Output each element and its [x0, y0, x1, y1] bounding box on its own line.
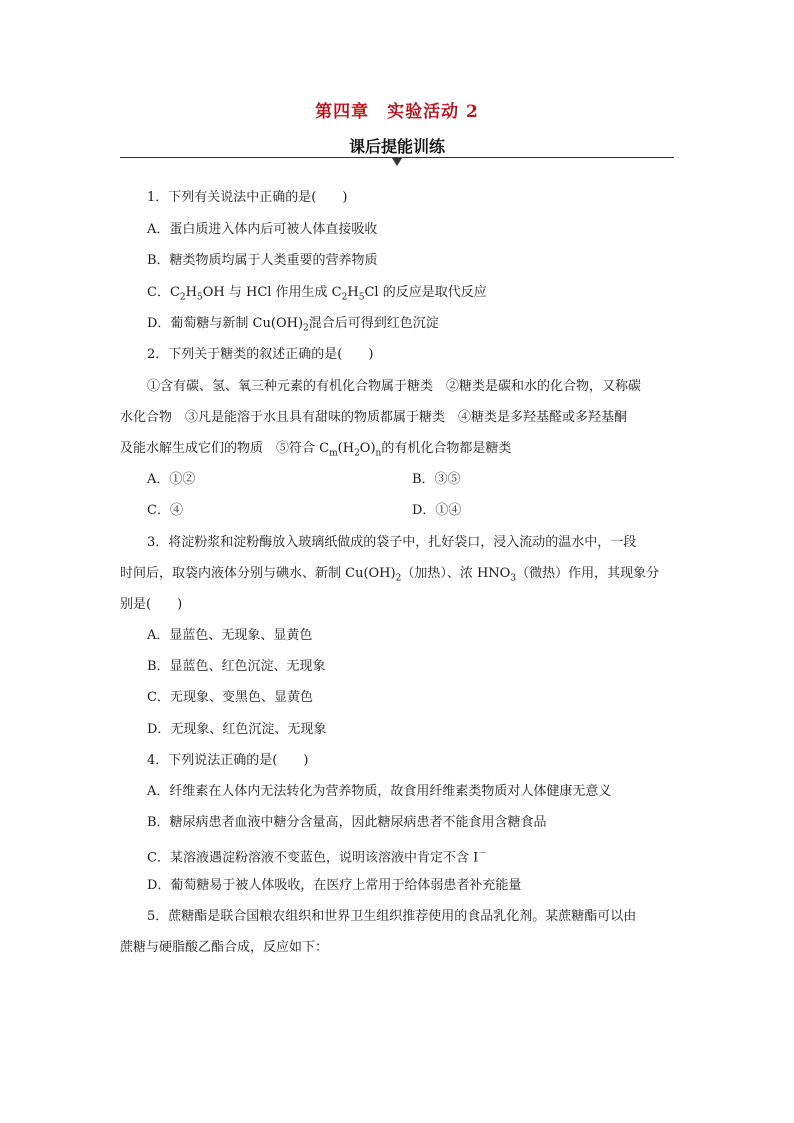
q4-option-d: D．葡萄糖易于被人体吸收，在医疗上常用于给体弱患者补充能量: [147, 878, 522, 893]
q2-stem: 2．下列关于糖类的叙述正确的是( ): [147, 347, 374, 362]
q3-line-2: 时间后，取袋内液体分别与碘水、新制 $Cu(OH)_2$（加热）、浓 $HNO_3$（微热）作用，其现象分: [120, 566, 660, 584]
q3-line-3: 别是( ): [120, 597, 183, 612]
q2-body-line-3: 及能水解生成它们的物质 ⑤符合 $C_m(H_2O)_n$的有机化合物都是糖类: [120, 441, 512, 459]
q2-option-c: C．④: [147, 503, 183, 518]
q3-line-1: 3．将淀粉浆和淀粉酶放入玻璃纸做成的袋子中，扎好袋口，浸入流动的温水中，一段: [147, 535, 637, 550]
q2-options-row-2: [147, 503, 687, 519]
q4-stem: 4．下列说法正确的是( ): [147, 753, 309, 768]
q3-option-c: C．无现象、变黑色、显黄色: [147, 690, 313, 705]
q1-option-a: A．蛋白质进入体内后可被人体直接吸收: [147, 222, 378, 237]
q2-option-d: D．①④: [412, 503, 462, 518]
q2-body-line-2: 水化合物 ③凡是能溶于水且具有甜味的物质都属于糖类 ④糖类是多羟基醛或多羟基酮: [120, 410, 628, 425]
q4-option-b: B．糖尿病患者血液中糖分含量高，因此糖尿病患者不能食用含糖食品: [147, 815, 547, 830]
q1-stem: 1．下列有关说法中正确的是( ): [147, 190, 348, 205]
q3-option-a: A．显蓝色、无现象、显黄色: [147, 628, 313, 643]
q1-option-b: B．糖类物质均属于人类重要的营养物质: [147, 253, 378, 268]
page-subtitle: 课后提能训练: [348, 137, 445, 156]
triangle-marker-icon: [392, 158, 402, 166]
q4-option-c: C．某溶液遇淀粉溶液不变蓝色，说明该溶液中肯定不含 I－: [147, 849, 488, 866]
q5-line-1: 5．蔗糖酯是联合国粮农组织和世界卫生组织推荐使用的食品乳化剂。某蔗糖酯可以由: [147, 909, 637, 924]
q2-body-line-1: ①含有碳、氢、氧三种元素的有机化合物属于糖类 ②糖类是碳和水的化合物，又称碳: [147, 379, 642, 394]
chapter-title: 第四章 实验活动 2: [315, 102, 479, 122]
q2-option-a: A．①②: [147, 472, 196, 487]
q1-option-c: C．$C_2H_5OH$ 与 HCl 作用生成 $C_2H_5Cl$ 的反应是取代反应: [147, 285, 487, 303]
q3-option-d: D．无现象、红色沉淀、无现象: [147, 722, 327, 737]
q2-options-row-1: [147, 472, 687, 488]
q5-line-2: 蔗糖与硬脂酸乙酯合成，反应如下：: [120, 940, 329, 955]
q1-option-d: D．葡萄糖与新制 $Cu(OH)_2$混合后可得到红色沉淀: [147, 316, 439, 334]
q4-option-a: A．纤维素在人体内无法转化为营养物质，故食用纤维素类物质对人体健康无意义: [147, 784, 612, 799]
q2-option-b: B．③⑤: [412, 472, 461, 487]
q3-option-b: B．显蓝色、红色沉淀、无现象: [147, 659, 326, 674]
